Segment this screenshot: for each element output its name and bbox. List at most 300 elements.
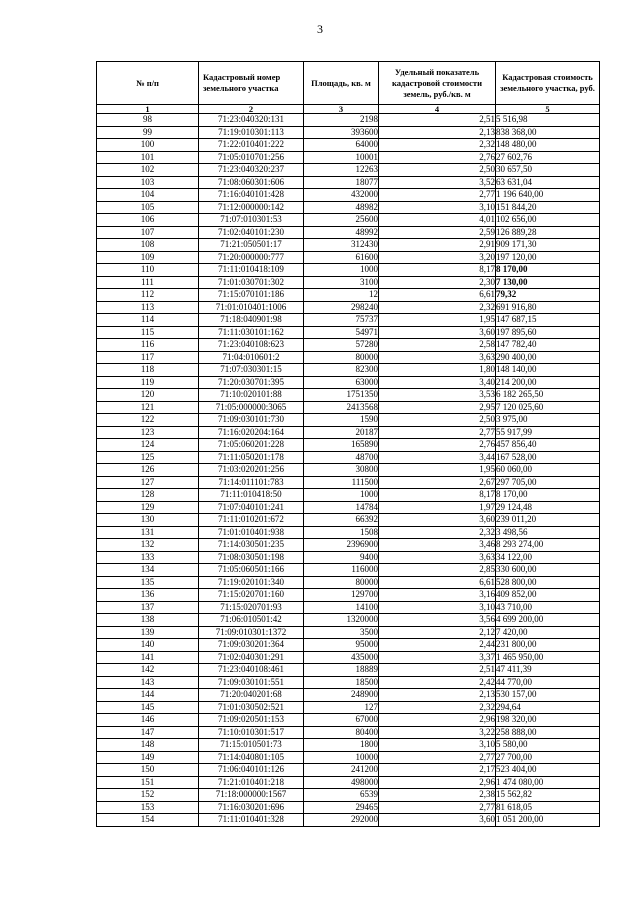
table-row	[97, 664, 600, 677]
cadastral-value-cell: 15 562,82	[496, 789, 600, 802]
row-number-cell: 105	[97, 201, 199, 214]
cadastral-value-cell: 60 060,00	[496, 464, 600, 477]
row-number-cell: 99	[97, 126, 199, 139]
specific-value-cell: 3,60	[379, 326, 496, 339]
header-specific-value: Удельный показатель кадастровой стоимости земель, руб./кв. м	[379, 62, 496, 105]
row-number-cell: 114	[97, 314, 199, 327]
specific-value-cell: 2,85	[379, 564, 496, 577]
cadastral-value-cell: 214 200,00	[496, 376, 600, 389]
table-row	[97, 439, 600, 452]
table-row	[97, 339, 600, 352]
row-number-cell: 148	[97, 739, 199, 752]
area-cell: 116000	[304, 564, 379, 577]
table-row	[97, 614, 600, 627]
cadastral-number-cell: 71:20:000000:777	[199, 251, 304, 264]
row-number-cell: 129	[97, 501, 199, 514]
cadastral-number-cell: 71:23:040108:461	[199, 664, 304, 677]
row-number-cell: 127	[97, 476, 199, 489]
cadastral-number-cell: 71:15:070101:186	[199, 289, 304, 302]
cadastral-number-cell: 71:19:010301:113	[199, 126, 304, 139]
cadastral-value-cell: 1 474 080,00	[496, 776, 600, 789]
cadastral-number-cell: 71:07:030301:15	[199, 364, 304, 377]
area-cell: 48982	[304, 201, 379, 214]
row-number-cell: 133	[97, 551, 199, 564]
cadastral-number-cell: 71:22:010401:222	[199, 139, 304, 152]
cadastral-number-cell: 71:16:030201:696	[199, 801, 304, 814]
table-row	[97, 539, 600, 552]
column-index: 3	[304, 105, 379, 114]
header-cadastral-value: Кадастровая стоимость земельного участка, руб.	[496, 62, 600, 105]
row-number-cell: 147	[97, 726, 199, 739]
table-row	[97, 376, 600, 389]
row-number-cell: 138	[97, 614, 199, 627]
cadastral-value-cell: 8 293 274,00	[496, 539, 600, 552]
row-number-cell: 140	[97, 639, 199, 652]
cadastral-number-cell: 71:02:040301:291	[199, 651, 304, 664]
row-number-cell: 131	[97, 526, 199, 539]
specific-value-cell: 2,30	[379, 276, 496, 289]
area-cell: 25600	[304, 214, 379, 227]
cadastral-value-cell: 838 368,00	[496, 126, 600, 139]
specific-value-cell: 3,52	[379, 176, 496, 189]
cadastral-value-cell: 47 411,39	[496, 664, 600, 677]
area-cell: 292000	[304, 814, 379, 827]
row-number-cell: 124	[97, 439, 199, 452]
area-cell: 435000	[304, 651, 379, 664]
cadastral-value-cell: 297 705,00	[496, 476, 600, 489]
area-cell: 312430	[304, 239, 379, 252]
specific-value-cell: 2,32	[379, 701, 496, 714]
area-cell: 1590	[304, 414, 379, 427]
cadastral-number-cell: 71:03:020201:256	[199, 464, 304, 477]
specific-value-cell: 3,63	[379, 551, 496, 564]
specific-value-cell: 2,76	[379, 151, 496, 164]
table-row	[97, 701, 600, 714]
row-number-cell: 132	[97, 539, 199, 552]
specific-value-cell: 3,10	[379, 201, 496, 214]
table-row	[97, 401, 600, 414]
area-cell: 1508	[304, 526, 379, 539]
table-row	[97, 564, 600, 577]
cadastral-number-cell: 71:15:020701:160	[199, 589, 304, 602]
cadastral-value-cell: 290 400,00	[496, 351, 600, 364]
cadastral-value-cell: 239 011,20	[496, 514, 600, 527]
specific-value-cell: 3,46	[379, 539, 496, 552]
specific-value-cell: 3,40	[379, 376, 496, 389]
table-row	[97, 589, 600, 602]
cadastral-number-cell: 71:18:040901:98	[199, 314, 304, 327]
cadastral-value-cell: 147 782,40	[496, 339, 600, 352]
cadastral-value-cell: 198 320,00	[496, 714, 600, 727]
area-cell: 18889	[304, 664, 379, 677]
cadastral-number-cell: 71:14:011101:783	[199, 476, 304, 489]
cadastral-number-cell: 71:06:010501:42	[199, 614, 304, 627]
specific-value-cell: 2,13	[379, 126, 496, 139]
cadastral-value-cell: 29 124,48	[496, 501, 600, 514]
table-row	[97, 389, 600, 402]
row-number-cell: 150	[97, 764, 199, 777]
table-row	[97, 476, 600, 489]
cadastral-value-cell: 691 916,80	[496, 301, 600, 314]
cadastral-number-cell: 71:05:000000:3065	[199, 401, 304, 414]
area-cell: 6539	[304, 789, 379, 802]
cadastral-number-cell: 71:20:030701:395	[199, 376, 304, 389]
table-row	[97, 776, 600, 789]
cadastral-value-cell: 27 602,76	[496, 151, 600, 164]
table-row	[97, 126, 600, 139]
specific-value-cell: 3,44	[379, 451, 496, 464]
row-number-cell: 121	[97, 401, 199, 414]
specific-value-cell: 3,56	[379, 614, 496, 627]
table-row	[97, 364, 600, 377]
cadastral-number-cell: 71:01:030701:302	[199, 276, 304, 289]
cadastral-number-cell: 71:05:060201:228	[199, 439, 304, 452]
header-area: Площадь, кв. м	[304, 62, 379, 105]
row-number-cell: 144	[97, 689, 199, 702]
specific-value-cell: 1,95	[379, 464, 496, 477]
cadastral-value-cell: 528 800,00	[496, 576, 600, 589]
cadastral-value-cell: 148 140,00	[496, 364, 600, 377]
area-cell: 18077	[304, 176, 379, 189]
table-row	[97, 501, 600, 514]
area-cell: 165890	[304, 439, 379, 452]
cadastral-value-cell: 43 710,00	[496, 601, 600, 614]
cadastral-number-cell: 71:11:010418:109	[199, 264, 304, 277]
table-row	[97, 726, 600, 739]
table-row	[97, 176, 600, 189]
row-number-cell: 103	[97, 176, 199, 189]
area-cell: 12263	[304, 164, 379, 177]
specific-value-cell: 2,13	[379, 689, 496, 702]
specific-value-cell: 2,42	[379, 676, 496, 689]
cadastral-value-cell: 8 170,00	[496, 264, 600, 277]
specific-value-cell: 2,77	[379, 426, 496, 439]
cadastral-value-cell: 909 171,30	[496, 239, 600, 252]
cadastral-value-cell: 1 196 640,00	[496, 189, 600, 202]
row-number-cell: 115	[97, 326, 199, 339]
row-number-cell: 101	[97, 151, 199, 164]
specific-value-cell: 2,96	[379, 714, 496, 727]
row-number-cell: 141	[97, 651, 199, 664]
row-number-cell: 151	[97, 776, 199, 789]
column-index: 4	[379, 105, 496, 114]
specific-value-cell: 2,59	[379, 226, 496, 239]
area-cell: 1751350	[304, 389, 379, 402]
cadastral-number-cell: 71:10:010301:517	[199, 726, 304, 739]
page-number: 3	[317, 22, 323, 36]
table-row	[97, 764, 600, 777]
cadastral-value-cell: 63 631,04	[496, 176, 600, 189]
table-row	[97, 414, 600, 427]
row-number-cell: 107	[97, 226, 199, 239]
row-number-cell: 142	[97, 664, 199, 677]
cadastral-number-cell: 71:21:010401:218	[199, 776, 304, 789]
area-cell: 248900	[304, 689, 379, 702]
table-row	[97, 489, 600, 502]
table-row	[97, 301, 600, 314]
area-cell: 29465	[304, 801, 379, 814]
cadastral-value-cell: 197 120,00	[496, 251, 600, 264]
specific-value-cell: 2,44	[379, 639, 496, 652]
cadastral-value-cell: 7 120 025,60	[496, 401, 600, 414]
row-number-cell: 102	[97, 164, 199, 177]
row-number-cell: 153	[97, 801, 199, 814]
table-row	[97, 314, 600, 327]
area-cell: 1800	[304, 739, 379, 752]
area-cell: 80400	[304, 726, 379, 739]
cadastral-number-cell: 71:10:020101:88	[199, 389, 304, 402]
cadastral-value-cell: 3 498,56	[496, 526, 600, 539]
cadastral-value-cell: 126 889,28	[496, 226, 600, 239]
table-row	[97, 164, 600, 177]
cadastral-number-cell: 71:11:010201:672	[199, 514, 304, 527]
row-number-cell: 146	[97, 714, 199, 727]
specific-value-cell: 2,51	[379, 664, 496, 677]
area-cell: 64000	[304, 139, 379, 152]
row-number-cell: 117	[97, 351, 199, 364]
cadastral-number-cell: 71:09:020501:153	[199, 714, 304, 727]
area-cell: 1000	[304, 489, 379, 502]
cadastral-value-cell: 147 687,15	[496, 314, 600, 327]
table-row	[97, 226, 600, 239]
row-number-cell: 100	[97, 139, 199, 152]
table-row	[97, 289, 600, 302]
area-cell: 18500	[304, 676, 379, 689]
area-cell: 432000	[304, 189, 379, 202]
column-index: 5	[496, 105, 600, 114]
table-row	[97, 714, 600, 727]
cadastral-number-cell: 71:16:020204:164	[199, 426, 304, 439]
header-row-number: № п/п	[97, 62, 199, 105]
cadastral-value-cell: 5 516,98	[496, 114, 600, 127]
specific-value-cell: 8,17	[379, 489, 496, 502]
row-number-cell: 126	[97, 464, 199, 477]
specific-value-cell: 2,76	[379, 439, 496, 452]
row-number-cell: 113	[97, 301, 199, 314]
cadastral-number-cell: 71:01:010401:938	[199, 526, 304, 539]
area-cell: 66392	[304, 514, 379, 527]
specific-value-cell: 2,91	[379, 239, 496, 252]
row-number-cell: 152	[97, 789, 199, 802]
cadastral-value-cell: 151 844,20	[496, 201, 600, 214]
row-number-cell: 119	[97, 376, 199, 389]
cadastral-number-cell: 71:11:050201:178	[199, 451, 304, 464]
specific-value-cell: 2,96	[379, 776, 496, 789]
cadastral-value-cell: 34 122,00	[496, 551, 600, 564]
area-cell: 1000	[304, 264, 379, 277]
row-number-cell: 135	[97, 576, 199, 589]
cadastral-value-cell: 197 895,60	[496, 326, 600, 339]
cadastral-value-cell: 294,64	[496, 701, 600, 714]
area-cell: 10001	[304, 151, 379, 164]
specific-value-cell: 4,01	[379, 214, 496, 227]
cadastral-value-cell: 102 656,00	[496, 214, 600, 227]
cadastral-number-cell: 71:08:060301:606	[199, 176, 304, 189]
specific-value-cell: 3,22	[379, 726, 496, 739]
table-row	[97, 114, 600, 127]
specific-value-cell: 2,50	[379, 414, 496, 427]
specific-value-cell: 3,20	[379, 251, 496, 264]
row-number-cell: 134	[97, 564, 199, 577]
cadastral-number-cell: 71:05:010701:256	[199, 151, 304, 164]
cadastral-number-cell: 71:02:040101:230	[199, 226, 304, 239]
row-number-cell: 116	[97, 339, 199, 352]
cadastral-number-cell: 71:23:040108:623	[199, 339, 304, 352]
cadastral-number-cell: 71:15:010501:73	[199, 739, 304, 752]
row-number-cell: 123	[97, 426, 199, 439]
cadastral-value-cell: 4 699 200,00	[496, 614, 600, 627]
area-cell: 298240	[304, 301, 379, 314]
cadastral-value-cell: 3 975,00	[496, 414, 600, 427]
area-cell: 54971	[304, 326, 379, 339]
cadastral-number-cell: 71:23:040320:131	[199, 114, 304, 127]
cadastral-value-cell: 7 420,00	[496, 626, 600, 639]
cadastral-number-cell: 71:21:050501:17	[199, 239, 304, 252]
specific-value-cell: 2,51	[379, 114, 496, 127]
row-number-cell: 154	[97, 814, 199, 827]
row-number-cell: 125	[97, 451, 199, 464]
area-cell: 2396900	[304, 539, 379, 552]
cadastral-value-cell: 6 182 265,50	[496, 389, 600, 402]
specific-value-cell: 2,32	[379, 526, 496, 539]
table-row	[97, 789, 600, 802]
area-cell: 75737	[304, 314, 379, 327]
row-number-cell: 149	[97, 751, 199, 764]
specific-value-cell: 2,77	[379, 801, 496, 814]
specific-value-cell: 1,80	[379, 364, 496, 377]
row-number-cell: 128	[97, 489, 199, 502]
area-cell: 14784	[304, 501, 379, 514]
specific-value-cell: 3,10	[379, 739, 496, 752]
cadastral-value-cell: 258 888,00	[496, 726, 600, 739]
area-cell: 20187	[304, 426, 379, 439]
table-row	[97, 639, 600, 652]
table-row	[97, 201, 600, 214]
area-cell: 80000	[304, 576, 379, 589]
cadastral-number-cell: 71:11:010401:328	[199, 814, 304, 827]
area-cell: 9400	[304, 551, 379, 564]
cadastral-value-cell: 1 465 950,00	[496, 651, 600, 664]
cadastral-value-cell: 167 528,00	[496, 451, 600, 464]
table-row	[97, 526, 600, 539]
row-number-cell: 130	[97, 514, 199, 527]
area-cell: 67000	[304, 714, 379, 727]
specific-value-cell: 3,10	[379, 601, 496, 614]
cadastral-value-cell: 81 618,05	[496, 801, 600, 814]
cadastral-value-cell: 27 700,00	[496, 751, 600, 764]
specific-value-cell: 2,67	[379, 476, 496, 489]
cadastral-value-cell: 79,32	[496, 289, 600, 302]
row-number-cell: 120	[97, 389, 199, 402]
area-cell: 14100	[304, 601, 379, 614]
specific-value-cell: 2,32	[379, 301, 496, 314]
table-row	[97, 189, 600, 202]
row-number-cell: 122	[97, 414, 199, 427]
cadastral-value-table	[96, 61, 600, 827]
cadastral-number-cell: 71:23:040320:237	[199, 164, 304, 177]
cadastral-value-cell: 148 480,00	[496, 139, 600, 152]
area-cell: 48700	[304, 451, 379, 464]
row-number-cell: 137	[97, 601, 199, 614]
area-cell: 498000	[304, 776, 379, 789]
row-number-cell: 145	[97, 701, 199, 714]
table-row	[97, 139, 600, 152]
table-header-row	[97, 62, 600, 105]
area-cell: 2198	[304, 114, 379, 127]
cadastral-number-cell: 71:12:000000:142	[199, 201, 304, 214]
cadastral-number-cell: 71:07:010301:53	[199, 214, 304, 227]
row-number-cell: 118	[97, 364, 199, 377]
row-number-cell: 112	[97, 289, 199, 302]
table-row	[97, 214, 600, 227]
table-row	[97, 651, 600, 664]
cadastral-number-cell: 71:15:020701:93	[199, 601, 304, 614]
area-cell: 129700	[304, 589, 379, 602]
cadastral-number-cell: 71:04:010601:2	[199, 351, 304, 364]
table-row	[97, 426, 600, 439]
table-row	[97, 464, 600, 477]
specific-value-cell: 3,63	[379, 351, 496, 364]
table-row	[97, 689, 600, 702]
cadastral-value-cell: 457 856,40	[496, 439, 600, 452]
cadastral-number-cell: 71:09:010301:1372	[199, 626, 304, 639]
cadastral-number-cell: 71:11:030101:162	[199, 326, 304, 339]
row-number-cell: 98	[97, 114, 199, 127]
table-row	[97, 251, 600, 264]
specific-value-cell: 6,61	[379, 576, 496, 589]
specific-value-cell: 2,38	[379, 789, 496, 802]
specific-value-cell: 3,60	[379, 814, 496, 827]
cadastral-number-cell: 71:18:000000:1567	[199, 789, 304, 802]
cadastral-number-cell: 71:09:030101:730	[199, 414, 304, 427]
table-row	[97, 151, 600, 164]
table-row	[97, 451, 600, 464]
specific-value-cell: 2,58	[379, 339, 496, 352]
cadastral-number-cell: 71:11:010418:50	[199, 489, 304, 502]
specific-value-cell: 3,53	[379, 389, 496, 402]
specific-value-cell: 2,50	[379, 164, 496, 177]
specific-value-cell: 2,12	[379, 626, 496, 639]
specific-value-cell: 1,95	[379, 314, 496, 327]
table-row	[97, 239, 600, 252]
specific-value-cell: 2,17	[379, 764, 496, 777]
table-body	[97, 114, 600, 827]
table-row	[97, 814, 600, 827]
cadastral-number-cell: 71:06:040101:126	[199, 764, 304, 777]
table-row	[97, 576, 600, 589]
table-row	[97, 801, 600, 814]
row-number-cell: 143	[97, 676, 199, 689]
specific-value-cell: 2,32	[379, 139, 496, 152]
area-cell: 82300	[304, 364, 379, 377]
specific-value-cell: 6,61	[379, 289, 496, 302]
table-row	[97, 264, 600, 277]
area-cell: 111500	[304, 476, 379, 489]
header-cadastral-number: Кадастровый номер земельного участка	[199, 62, 304, 105]
row-number-cell: 139	[97, 626, 199, 639]
area-cell: 10000	[304, 751, 379, 764]
row-number-cell: 106	[97, 214, 199, 227]
area-cell: 61600	[304, 251, 379, 264]
area-cell: 30800	[304, 464, 379, 477]
cadastral-number-cell: 71:09:030101:551	[199, 676, 304, 689]
specific-value-cell: 2,77	[379, 751, 496, 764]
specific-value-cell: 3,16	[379, 589, 496, 602]
area-cell: 12	[304, 289, 379, 302]
area-cell: 95000	[304, 639, 379, 652]
row-number-cell: 108	[97, 239, 199, 252]
cadastral-value-cell: 1 051 200,00	[496, 814, 600, 827]
